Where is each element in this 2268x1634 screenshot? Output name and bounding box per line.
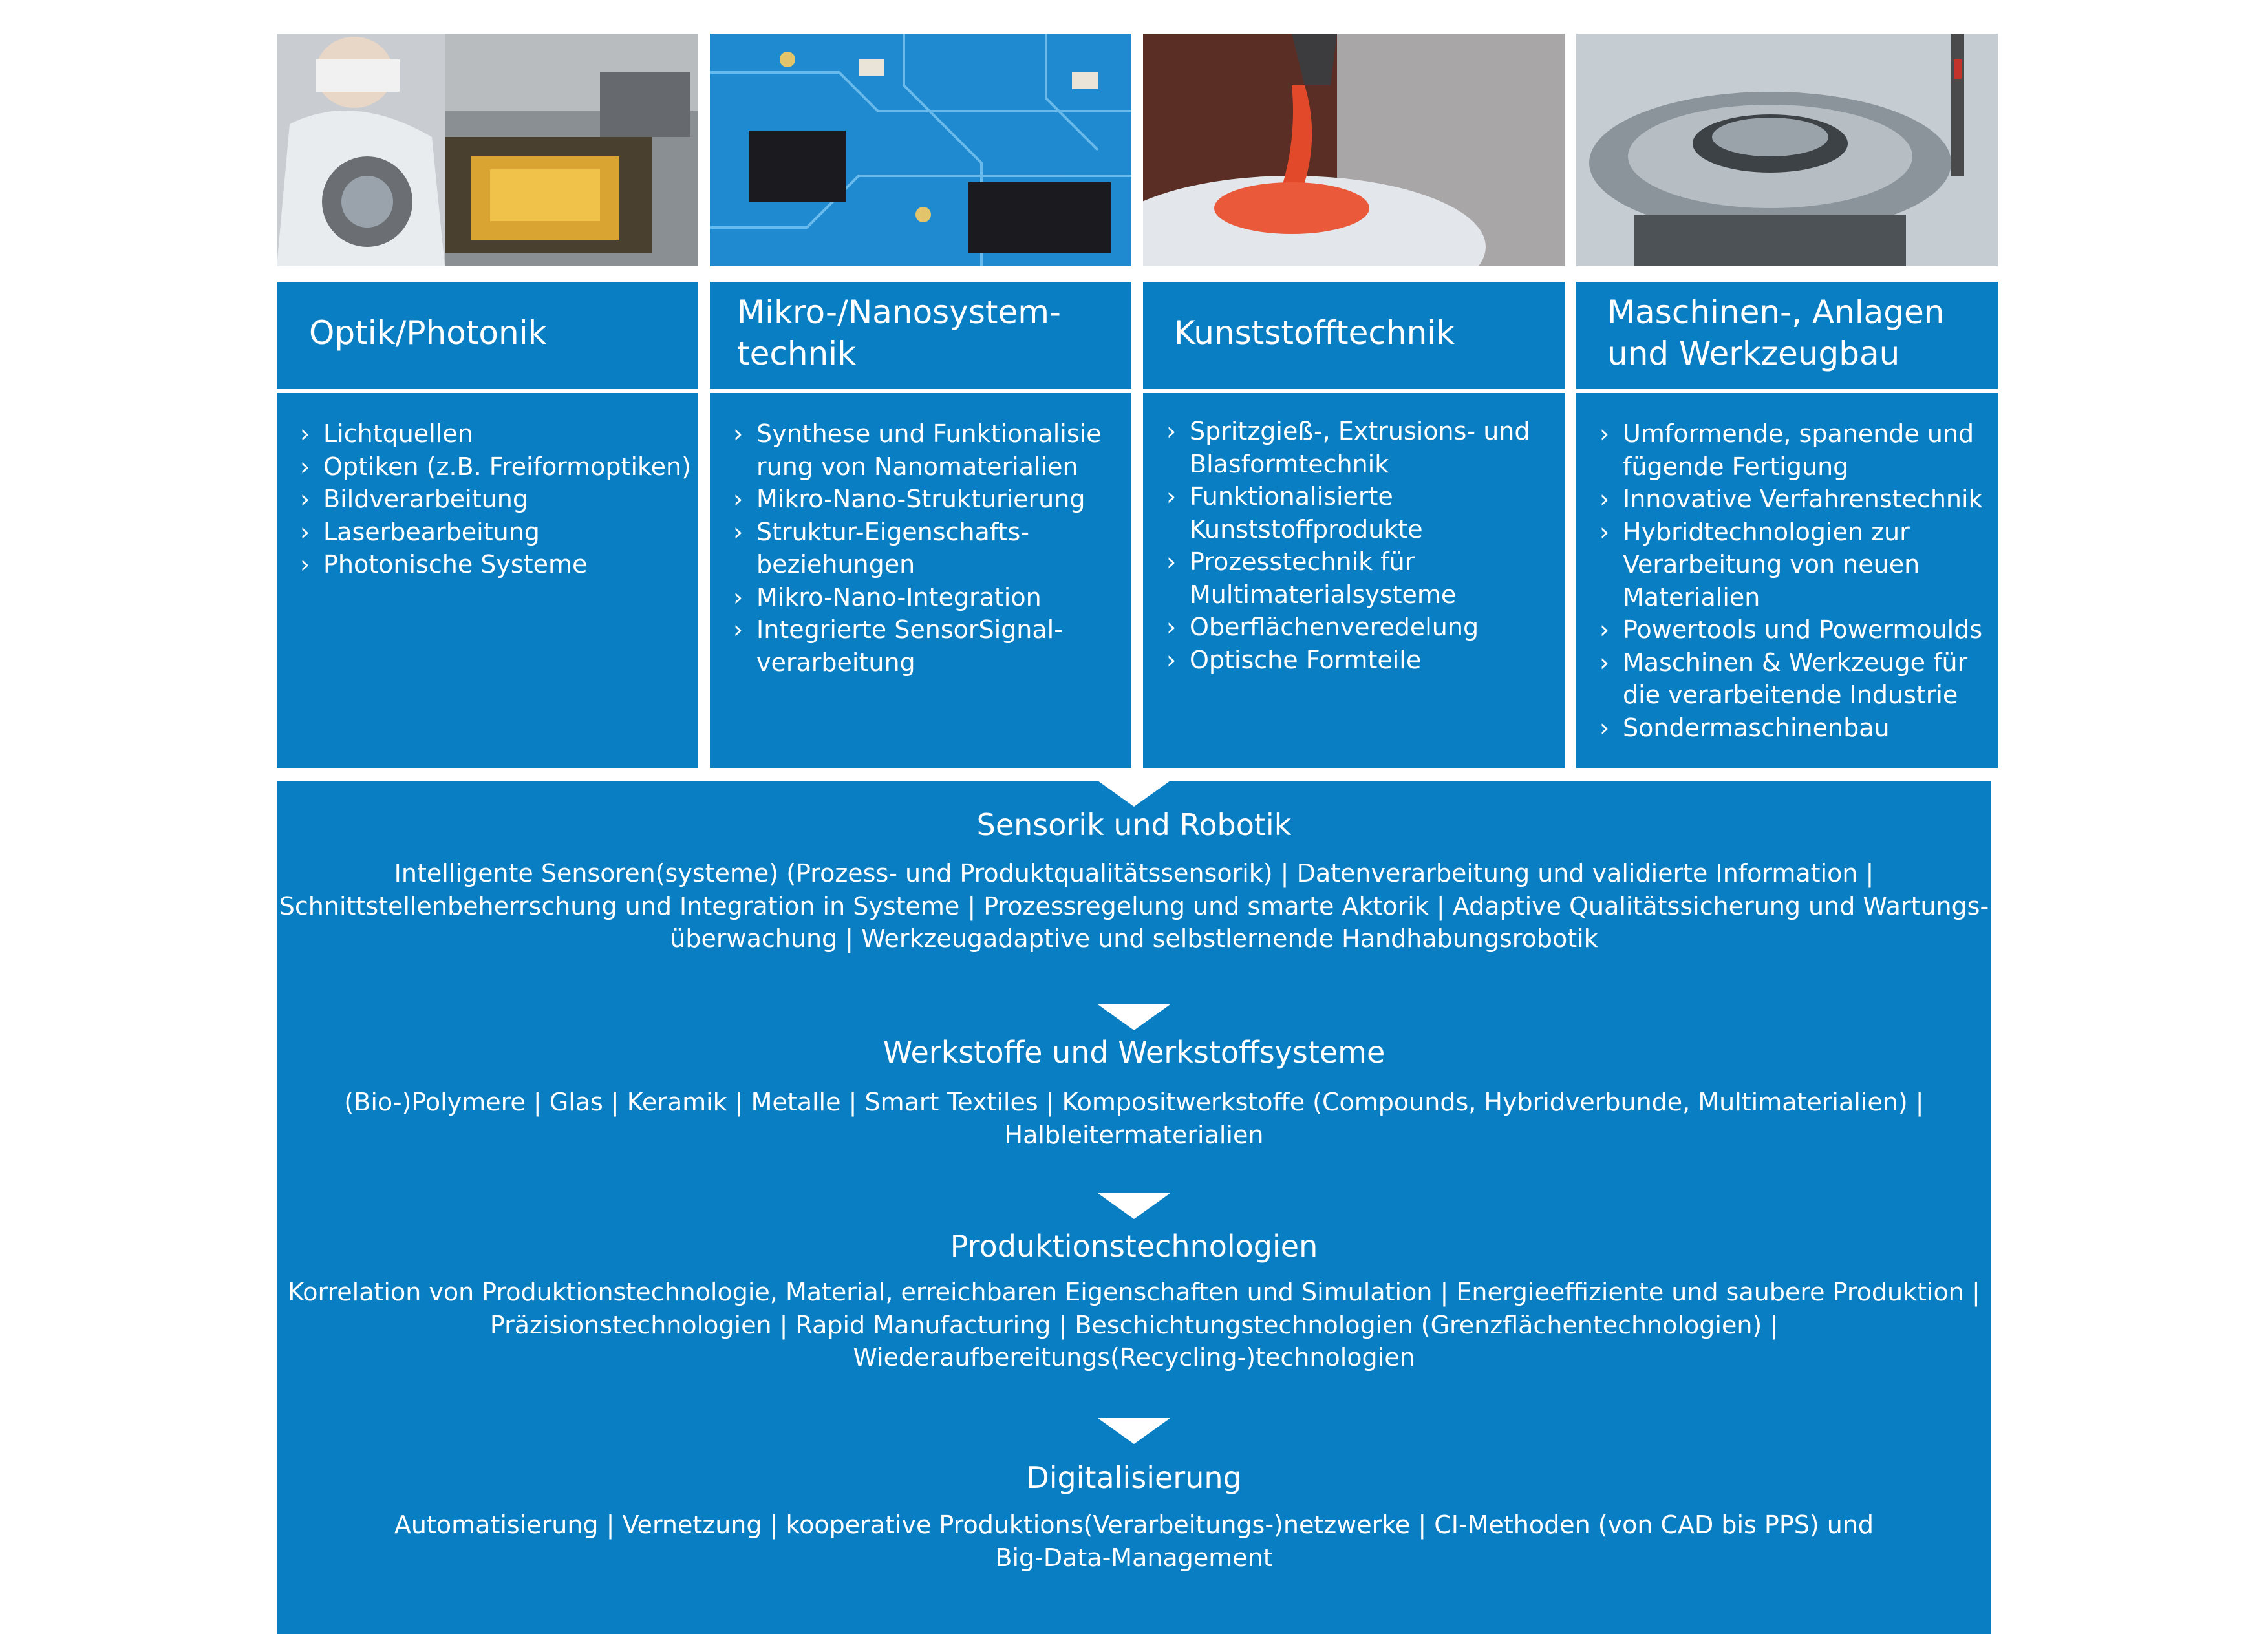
list-item: › Prozesstechnik für Multimaterialsysteme xyxy=(1166,546,1558,611)
list-item: › Mikro-Nano-Integration xyxy=(733,581,1125,614)
band-werkstoffe-werkstoffsysteme xyxy=(277,1004,1991,1206)
column-list xyxy=(733,418,1125,679)
list-item: › Funktionalisierte Kunststoffprodukte xyxy=(1166,480,1558,546)
list-item: › Laserbearbeitung xyxy=(300,516,692,549)
list-item: › Struktur-Eigenschafts- beziehungen xyxy=(733,516,1125,581)
band-title: Sensorik und Robotik xyxy=(976,807,1292,842)
list-item: › Umformende, spanende und fügende Fertigung xyxy=(1599,418,1991,483)
list-item: › Integrierte SensorSignal- verarbeitung xyxy=(733,613,1125,679)
column-mikro-nanosystemtechnik xyxy=(710,282,1131,768)
list-item: › Lichtquellen xyxy=(300,418,692,451)
arrow-notch xyxy=(1098,1004,1170,1030)
list-item: › Hybridtechnologien zur Verarbeitung von neuen Materialien xyxy=(1599,516,1991,614)
column-title: Maschinen-, Anlagen und Werkzeugbau xyxy=(1576,282,1998,393)
list-item: › Mikro-Nano-Strukturierung xyxy=(733,483,1125,516)
list-item: › Sondermaschinenbau xyxy=(1599,712,1991,745)
column-optik-photonik xyxy=(277,282,698,768)
list-item: › Oberflächenveredelung xyxy=(1166,611,1558,644)
list-item: › Spritzgieß-, Extrusions- und Blasformtechnik xyxy=(1166,415,1558,480)
list-item: › Synthese und Funktionalisie rung von Nanomaterialien xyxy=(733,418,1125,483)
list-item: › Maschinen & Werkzeuge für die verarbeitende Industrie xyxy=(1599,646,1991,712)
column-list xyxy=(1166,415,1558,676)
band-body: Automatisierung | Vernetzung | kooperative Produktions(Verarbeitungs-)netzwerke | CI-Methoden (von CAD bis PPS) und Big-Data-Management xyxy=(394,1511,1874,1572)
column-kunststofftechnik xyxy=(1143,282,1565,768)
list-item: › Bildverarbeitung xyxy=(300,483,692,516)
lab-researcher-photo xyxy=(277,34,698,266)
arrow-notch xyxy=(1098,781,1170,807)
list-item: › Innovative Verfahrenstechnik xyxy=(1599,483,1991,516)
column-title: Mikro-/Nanosystem- technik xyxy=(710,282,1131,393)
band-body: Intelligente Sensoren(systeme) (Prozess- und Produktqualitätssensorik) | Datenverarbeitung und validierte Information | Schnittstellenbeherrschung und Integration in Systeme | Prozessregelung und smarte Aktorik | Adaptive Qualitätssicherung und Wartungs- überwachung | Werkzeugadaptive und selbstlernende Handhabungsrobotik xyxy=(279,859,1989,953)
band-title: Produktionstechnologien xyxy=(950,1229,1318,1264)
column-title: Kunststofftechnik xyxy=(1143,282,1565,393)
band-sensorik-robotik xyxy=(277,781,1991,1016)
band-title: Werkstoffe und Werkstoffsysteme xyxy=(883,1035,1385,1070)
column-list xyxy=(1599,418,1991,744)
list-item: › Powertools und Powermoulds xyxy=(1599,613,1991,646)
bevel-gear-photo xyxy=(1576,34,1998,266)
band-body: Korrelation von Produktionstechnologie, Material, erreichbaren Eigenschaften und Simulation | Energieeffiziente und saubere Produktion | Präzisionstechnologien | Rapid Manufacturing | Beschichtungstechnologien (Grenzflächentechnologien) | Wiederaufbereitungs(Recycling-)technologien xyxy=(288,1278,1980,1372)
list-item: › Optische Formteile xyxy=(1166,644,1558,677)
circuit-board-photo xyxy=(710,34,1131,266)
band-title: Digitalisierung xyxy=(1026,1460,1242,1495)
column-title: Optik/Photonik xyxy=(277,282,698,393)
list-item: › Photonische Systeme xyxy=(300,548,692,581)
arrow-notch xyxy=(1098,1418,1170,1444)
list-item: › Optiken (z.B. Freiformoptiken) xyxy=(300,451,692,483)
arrow-notch xyxy=(1098,1193,1170,1219)
plastic-granules-photo xyxy=(1143,34,1565,266)
column-maschinen-anlagen-werkzeugbau xyxy=(1576,282,1998,768)
band-produktionstechnologien xyxy=(277,1193,1991,1438)
column-list xyxy=(300,418,692,581)
band-digitalisierung xyxy=(277,1418,1991,1634)
band-body: (Bio-)Polymere | Glas | Keramik | Metalle | Smart Textiles | Kompositwerkstoffe (Compounds, Hybridverbunde, Multimaterialien) | Halbleitermaterialien xyxy=(344,1088,1924,1149)
